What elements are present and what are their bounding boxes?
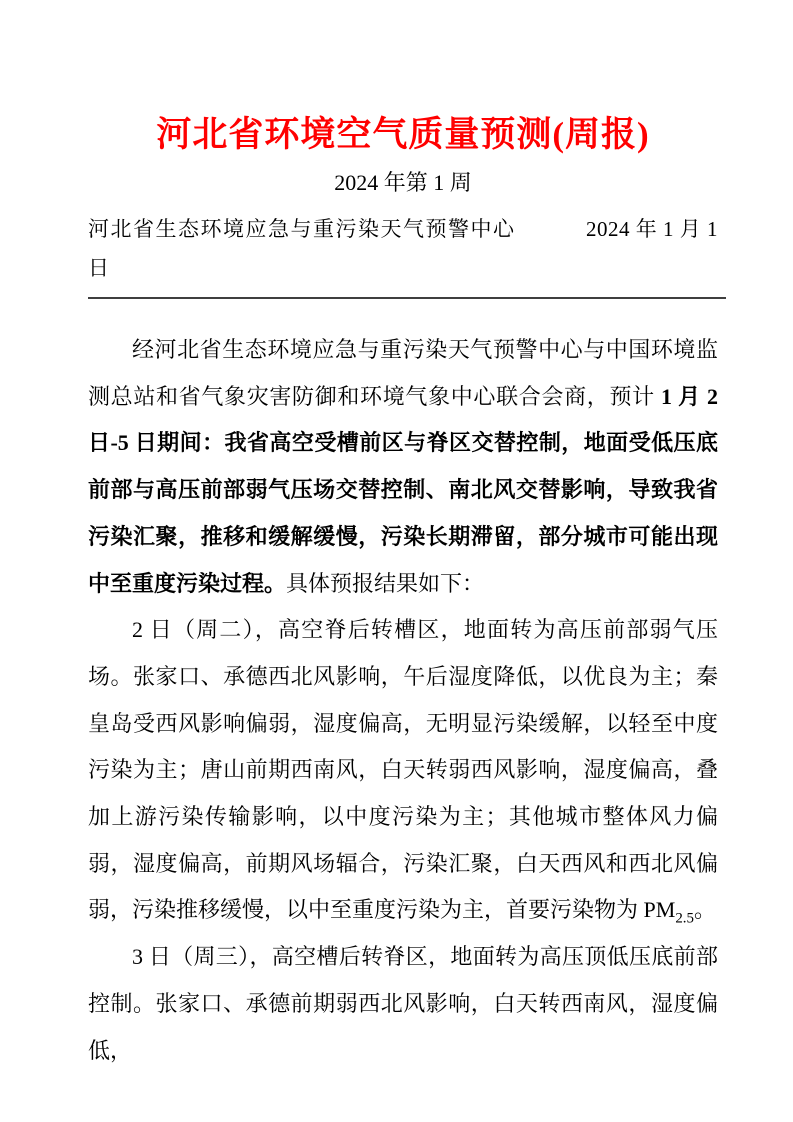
subscript-text: 2.5	[675, 910, 695, 927]
issuer-organization: 河北省生态环境应急与重污染天气预警中心	[88, 217, 516, 241]
bold-run: 1 月 2 日-5 日期间：我省高空受槽前区与脊区交替控制，地面受低压底前部与高压前部弱气压场交替控制、南北风交替影响，导致我省污染汇聚，推移和缓解缓慢，污染长期滞留，部分城市可能出现中至重度污染过程。	[88, 383, 718, 596]
issue-date-wrapped-char: 日	[88, 256, 109, 280]
report-week-subtitle: 2024 年第 1 周	[334, 170, 472, 195]
text-run: 具体预报结果如下：	[286, 570, 485, 596]
text-run: 经河北省生态环境应急与重污染天气预警中心与中国环境监测总站和省气象灾害防御和环境气象中心联合会商，预计	[88, 337, 718, 409]
text-run: 3 日（周三），高空槽后转脊区，地面转为高压顶低压底前部控制。张家口、承德前期弱西北风影响，白天转西南风，湿度偏低，	[88, 944, 718, 1063]
text-run: 。	[694, 897, 717, 923]
issuer-line	[88, 210, 718, 249]
document-title: 河北省环境空气质量预测(周报)	[156, 115, 650, 154]
paragraph	[88, 934, 718, 1074]
paragraph	[88, 327, 718, 607]
header-rule	[88, 297, 726, 299]
text-run: 2 日（周二），高空脊后转槽区，地面转为高压前部弱气压场。张家口、承德西北风影响，午后湿度降低，以优良为主；秦皇岛受西风影响偏弱，湿度偏高，无明显污染缓解，以轻至中度污染为主；唐山前期西南风，白天转弱西风影响，湿度偏高，叠加上游污染传输影响，以中度污染为主；其他城市整体风力偏弱，湿度偏高，前期风场辐合，污染汇聚，白天西风和西北风偏弱，污染推移缓慢，以中至重度污染为主，首要污染物为 PM	[88, 617, 718, 923]
paragraph	[88, 607, 718, 934]
issue-date: 2024 年 1 月 1	[586, 217, 718, 241]
document-body	[88, 327, 718, 1074]
